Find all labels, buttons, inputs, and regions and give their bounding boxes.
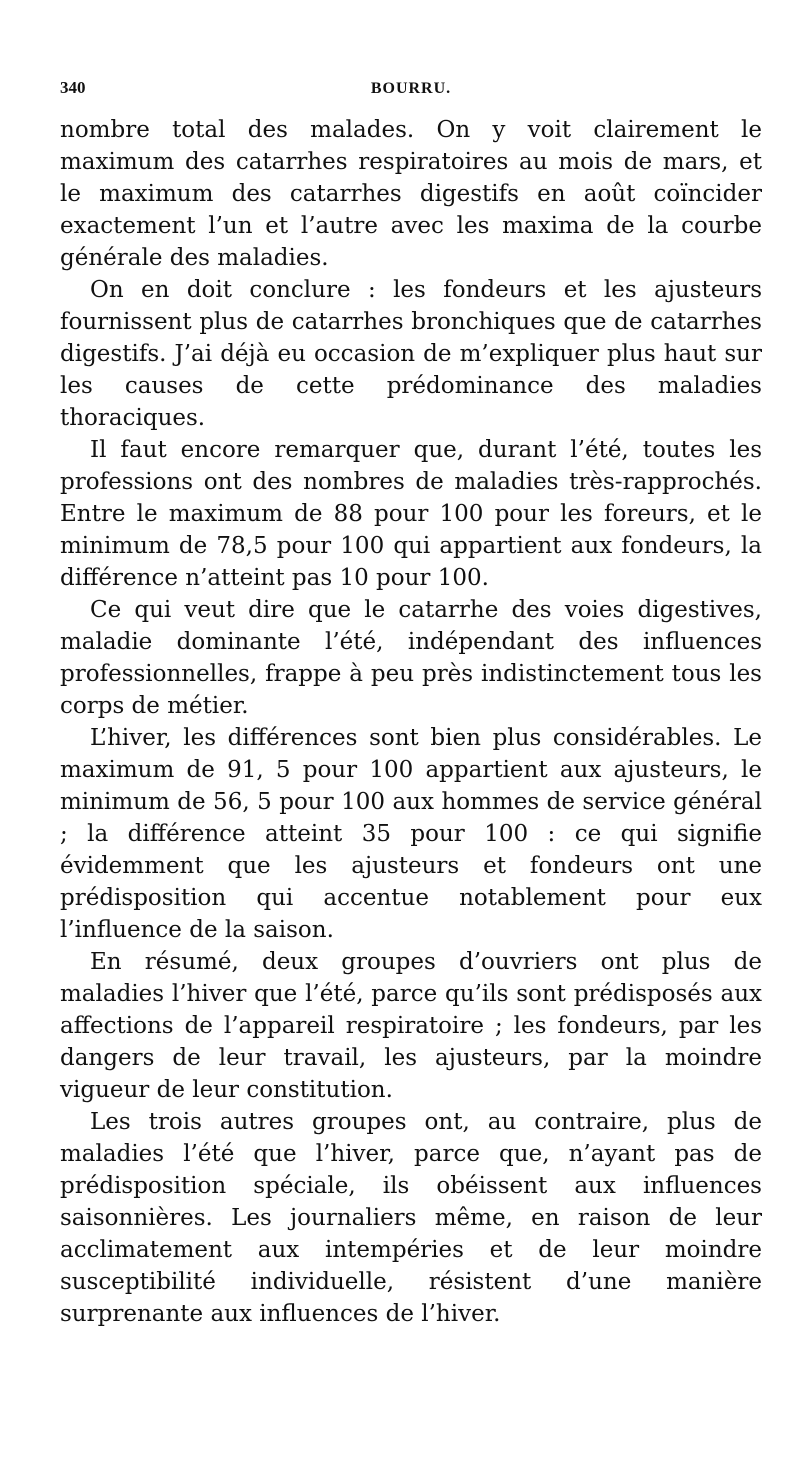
paragraph: Il faut encore remarquer que, durant l’été, toutes les professions ont des nombres de maladies très-rapprochés. Entre le maximum de 88 pour 100 pour les foreurs, et le minimum de 78,5 pour 100 qui appartient aux fondeurs, la différence n’atteint pas 10 pour 100. (60, 437, 762, 591)
paragraph: Les trois autres groupes ont, au contraire, plus de maladies l’été que l’hiver, parce que, n’ayant pas de prédisposition spéciale, ils obéissent aux influences saisonnières. Les journaliers même, en raison de leur acclimatement aux intempéries et de leur moindre susceptibilité individuelle, résistent d’une manière surprenante aux influences de l’hiver. (60, 1109, 762, 1327)
page-number: 340 (60, 78, 86, 97)
paragraph: On en doit conclure : les fondeurs et les ajusteurs fournissent plus de catarrhes bronchiques que de catarrhes digestifs. J’ai déjà eu occasion de m’expliquer plus haut sur les causes de cette prédominance des maladies thoraciques. (60, 277, 762, 431)
running-head: BOURRU. (370, 80, 452, 97)
paragraph: En résumé, deux groupes d’ouvriers ont plus de maladies l’hiver que l’été, parce qu’ils sont prédisposés aux affections de l’appareil respiratoire ; les fondeurs, par les dangers de leur travail, les ajusteurs, par la moindre vigueur de leur constitution. (60, 949, 762, 1103)
paragraph: L’hiver, les différences sont bien plus considérables. Le maximum de 91, 5 pour 100 appartient aux ajusteurs, le minimum de 56, 5 pour 100 aux hommes de service général ; la différence atteint 35 pour 100 : ce qui signifie évidemment que les ajusteurs et fondeurs ont une prédisposition qui accentue notablement pour eux l’influence de la saison. (60, 725, 762, 943)
page-header (60, 78, 762, 106)
book-page (60, 78, 762, 1330)
paragraph-continued: nombre total des malades. On y voit clairement le maximum des catarrhes respiratoires au mois de mars, et le maximum des catarrhes digestifs en août coïncider exactement l’un et l’autre avec les maxima de la courbe générale des maladies. (60, 117, 762, 271)
body-text (60, 114, 762, 1330)
paragraph: Ce qui veut dire que le catarrhe des voies digestives, maladie dominante l’été, indépendant des influences professionnelles, frappe à peu près indistinctement tous les corps de métier. (60, 597, 762, 719)
